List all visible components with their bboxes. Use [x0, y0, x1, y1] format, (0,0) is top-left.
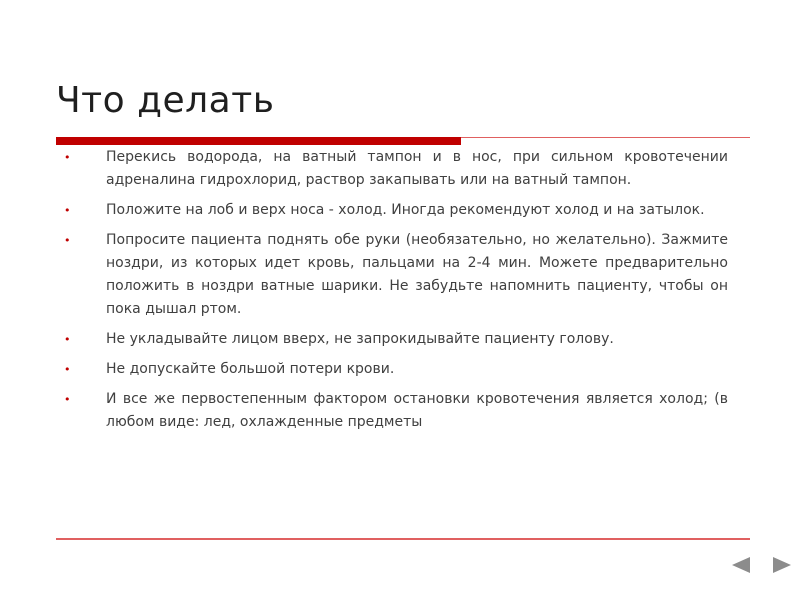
bullet-marker-icon: • [64, 151, 71, 164]
bullet-text: Не допускайте большой потери крови. [106, 361, 395, 377]
bullet-item [56, 229, 728, 321]
bullet-marker-icon: • [64, 393, 71, 406]
previous-slide-button[interactable] [730, 556, 752, 574]
bullet-item [56, 328, 728, 351]
footer-divider [56, 538, 750, 540]
bullet-marker-icon: • [64, 204, 71, 217]
triangle-left-icon [730, 556, 752, 574]
bullet-text: Не укладывайте лицом вверх, не запрокидывайте пациенту голову. [106, 331, 614, 347]
bullet-item [56, 199, 728, 222]
bullet-text: Положите на лоб и верх носа - холод. Иногда рекомендуют холод и на затылок. [106, 202, 705, 218]
triangle-right-icon [771, 556, 793, 574]
slide-title: Что делать [56, 80, 275, 121]
bullet-item [56, 146, 728, 192]
bullet-item [56, 358, 728, 381]
bullet-marker-icon: • [64, 363, 71, 376]
title-underline-thin [461, 137, 750, 138]
bullet-item [56, 388, 728, 434]
bullet-text: Перекись водорода, на ватный тампон и в нос, при сильном кровотечении адреналина гидрохлорид, раствор закапывать или на ватный тампон. [106, 149, 728, 188]
bullet-marker-icon: • [64, 234, 71, 247]
bullet-marker-icon: • [64, 333, 71, 346]
bullet-text: И все же первостепенным фактором остановки кровотечения является холод; (в любом виде: лед, охлажденные предметы [106, 391, 728, 430]
bullet-text: Попросите пациента поднять обе руки (необязательно, но желательно). Зажмите ноздри, из которых идет кровь, пальцами на 2-4 мин. Можете предварительно положить в ноздри ватные шарики. Не забудьте напомнить пациенту, чтобы он пока дышал ртом. [106, 232, 728, 317]
next-slide-button[interactable] [771, 556, 793, 574]
title-underline-thick [56, 137, 461, 145]
bullet-list [56, 146, 728, 441]
